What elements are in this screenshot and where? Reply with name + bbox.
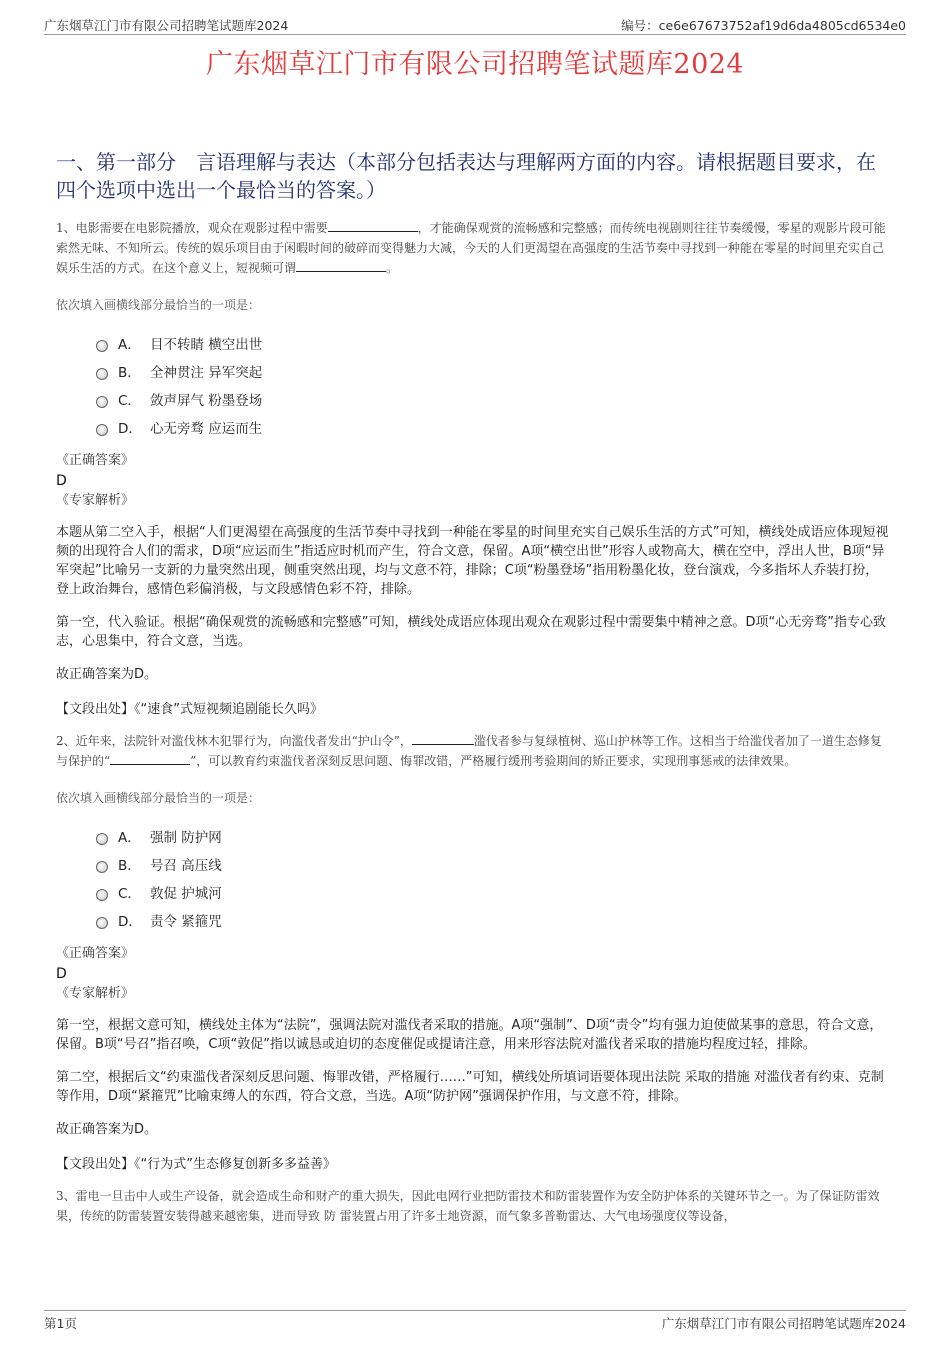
analysis-paragraph: 第一空，代入验证。根据“确保观赏的流畅感和完整感”可知，横线处成语应体现出观众在观影过程中需要集中精神之意。D项“心无旁骛”指专心致志，心思集中，符合文意，当选。 — [56, 615, 886, 649]
option-a[interactable] — [96, 822, 890, 850]
analysis-body — [56, 1016, 890, 1139]
question-3-stem: 3、雷电一旦击中人或生产设备，就会造成生命和财产的重大损失，因此电网行业把防雷技术和防雷装置作为安全防护体系的关键环节之一。为了保证防雷效果，传统的防雷装置安装得越来越密集，进而导致 防 雷装置占用了许多土地资源，而气象多普勒雷达、大气电场强度仪等设备， — [56, 1189, 880, 1223]
question-stem — [56, 731, 890, 771]
questions-content — [56, 218, 890, 1226]
section-heading: 一、第一部分 言语理解与表达（本部分包括表达与理解两方面的内容。请根据题目要求，在四个选项中选出一个最恰当的答案。） — [56, 150, 876, 202]
question-stem — [56, 218, 890, 278]
analysis-paragraph: 故正确答案为D。 — [56, 1122, 158, 1137]
option-letter: C． — [118, 393, 141, 409]
radio-icon[interactable] — [96, 917, 108, 929]
analysis-paragraph: 故正确答案为D。 — [56, 667, 158, 682]
option-text: 敦促 护城河 — [150, 886, 222, 902]
radio-icon[interactable] — [96, 424, 108, 436]
radio-icon[interactable] — [96, 861, 108, 873]
stem-text: 滥伐者参与复绿植树、巡山护林等工作。这相当于给滥伐者加了一道生态修复与保护的“ — [56, 734, 882, 768]
stem-text: ，才能确保观赏的流畅感和完整感；而传统电视剧则往往节奏缓慢，零星的观影片段可能索然无味、不知所云。传统的娱乐项目由于闲暇时间的破碎而变得魅力大减，今天的人们更渴望在高强度的生活节奏中寻找到一种能在零星的时间里充实自己娱乐生活的方式。在这个意义上，短视频可谓 — [56, 221, 886, 275]
radio-icon[interactable] — [96, 833, 108, 845]
question-prompt: 依次填入画横线部分最恰当的一项是： — [56, 791, 261, 805]
answer-value: D — [56, 473, 67, 489]
option-b[interactable] — [96, 850, 890, 878]
question-prompt: 依次填入画横线部分最恰当的一项是： — [56, 298, 261, 312]
option-text: 心无旁骛 应运而生 — [150, 421, 263, 437]
header-doc-id: 编号：ce6e67673752af19d6da4805cd6534e0 — [621, 18, 906, 33]
stem-text: 。 — [386, 261, 399, 275]
fill-blank — [328, 219, 418, 232]
radio-icon[interactable] — [96, 368, 108, 380]
analysis-label: 《专家解析》 — [56, 986, 135, 1001]
analysis-paragraph: 本题从第二空入手，根据“人们更渴望在高强度的生活节奏中寻找到一种能在零星的时间里充实自己娱乐生活的方式”可知，横线处成语应体现短视频的出现符合人们的需求，D项“应运而生”指适应时机而产生，符合文意，保留。A项“横空出世”形容人或物高大，横在空中，浮出人世，B项“异军突起”比喻另一支新的力量突然出现，侧重突然出现，均与文意不符，排除；C项“粉墨登场”指用粉墨化妆，登台演戏，今多指坏人乔装打扮，登上政治舞台，感情色彩偏消极，与文段感情色彩不符，排除。 — [56, 525, 889, 597]
header-doc-name: 广东烟草江门市有限公司招聘笔试题库2024 — [44, 18, 289, 33]
question-2 — [56, 731, 890, 1172]
option-letter: B． — [118, 365, 141, 381]
radio-icon[interactable] — [96, 396, 108, 408]
answer-label: 《正确答案》 — [56, 946, 135, 961]
analysis-paragraph: 第二空，根据后文“约束滥伐者深刻反思问题、悔罪改错，严格履行……”可知，横线处所填词语要体现出法院 采取的措施 对滥伐者有约束、克制等作用，D项“紧箍咒”比喻束缚人的东西，符合文意，当选。A项“防护网”强调保护作用，与文意不符，排除。 — [56, 1070, 884, 1104]
option-letter: C． — [118, 886, 141, 902]
answer-value: D — [56, 966, 67, 982]
stem-text: ”，可以教育约束滥伐者深刻反思问题、悔罪改错，严格履行缓刑考验期间的矫正要求，实现刑事惩戒的法律效果。 — [190, 754, 797, 768]
fill-blank — [412, 732, 474, 745]
option-a[interactable] — [96, 329, 890, 357]
page-title: 广东烟草江门市有限公司招聘笔试题库2024 — [205, 49, 745, 80]
stem-text: 1、电影需要在电影院播放，观众在观影过程中需要 — [56, 221, 328, 235]
footer-doc-name: 广东烟草江门市有限公司招聘笔试题库2024 — [661, 1316, 906, 1331]
option-text: 敛声屏气 粉墨登场 — [150, 393, 263, 409]
options-list — [96, 329, 890, 441]
option-letter: A． — [118, 830, 141, 846]
option-text: 号召 高压线 — [150, 858, 222, 874]
option-d[interactable] — [96, 906, 890, 934]
source-citation: 【文段出处】《“速食”式短视频追剧能长久吗》 — [56, 702, 323, 717]
analysis-body — [56, 523, 890, 684]
option-text: 目不转睛 横空出世 — [150, 337, 263, 353]
page-header — [44, 14, 906, 35]
source-citation: 【文段出处】《“行为式”生态修复创新多多益善》 — [56, 1157, 336, 1172]
option-text: 全神贯注 异军突起 — [150, 365, 263, 381]
option-d[interactable] — [96, 413, 890, 441]
option-letter: D． — [118, 914, 142, 930]
option-text: 强制 防护网 — [150, 830, 222, 846]
analysis-paragraph: 第一空，根据文意可知，横线处主体为“法院”，强调法院对滥伐者采取的措施。A项“强制”、D项“责令”均有强力迫使做某事的意思，符合文意，保留。B项“号召”指召唤，C项“敦促”指以诚恳或迫切的态度催促或提请注意，用来形容法院对滥伐者采取的措施均程度过轻，排除。 — [56, 1018, 883, 1052]
option-b[interactable] — [96, 357, 890, 385]
option-text: 责令 紧箍咒 — [150, 914, 222, 930]
page-footer — [44, 1310, 906, 1331]
fill-blank — [296, 259, 386, 272]
options-list — [96, 822, 890, 934]
option-letter: B． — [118, 858, 141, 874]
option-letter: A． — [118, 337, 141, 353]
answer-label: 《正确答案》 — [56, 453, 135, 468]
option-letter: D． — [118, 421, 142, 437]
option-c[interactable] — [96, 385, 890, 413]
option-c[interactable] — [96, 878, 890, 906]
radio-icon[interactable] — [96, 340, 108, 352]
stem-text: 2、近年来，法院针对滥伐林木犯罪行为，向滥伐者发出“护山令”， — [56, 734, 412, 748]
fill-blank — [110, 752, 190, 765]
page-number: 第1页 — [44, 1316, 77, 1331]
radio-icon[interactable] — [96, 889, 108, 901]
analysis-label: 《专家解析》 — [56, 493, 135, 508]
question-1 — [56, 218, 890, 717]
